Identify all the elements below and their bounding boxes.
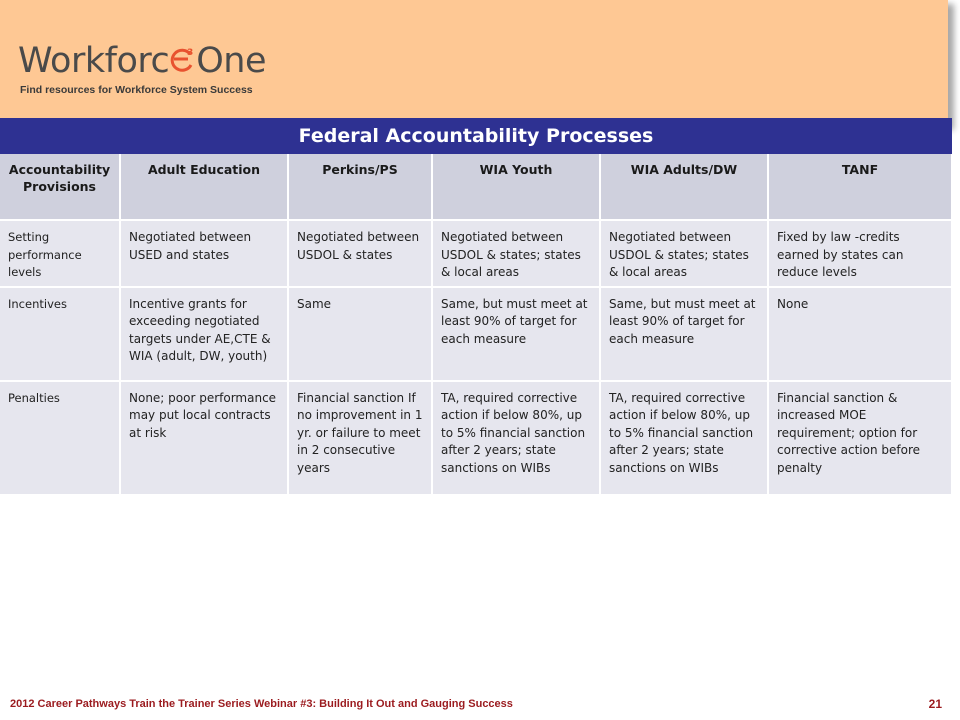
col-header-wia-adults: WIA Adults/DW — [600, 154, 768, 220]
table-row — [0, 220, 952, 287]
table-cell: None — [768, 287, 952, 381]
table-cell: Same, but must meet at least 90% of target for each measure — [600, 287, 768, 381]
table-cell: Negotiated between USDOL & states; states & local areas — [600, 220, 768, 287]
table-cell: Financial sanction If no improvement in 1 yr. or failure to meet in 2 consecutive years — [288, 381, 432, 495]
col-header-wia-youth: WIA Youth — [432, 154, 600, 220]
workforce3one-logo[interactable] — [18, 41, 266, 81]
accountability-table — [0, 154, 953, 496]
page-number: 21 — [928, 697, 942, 711]
logo-e-cubed-icon — [169, 44, 195, 70]
header-banner — [0, 0, 948, 126]
table-cell: Incentive grants for exceeding negotiated targets under AE,CTE & WIA (adult, DW, youth) — [120, 287, 288, 381]
footer-text: 2012 Career Pathways Train the Trainer Series Webinar #3: Building It Out and Gauging Success — [10, 698, 513, 710]
col-header-provisions: Accountability Provisions — [0, 154, 120, 220]
table-cell: TA, required corrective action if below 80%, up to 5% financial sanction after 2 years; state sanctions on WIBs — [432, 381, 600, 495]
col-header-perkins: Perkins/PS — [288, 154, 432, 220]
row-label: Setting performance levels — [0, 220, 120, 287]
table-cell: Financial sanction & increased MOE requirement; option for corrective action before penalty — [768, 381, 952, 495]
col-header-tanf: TANF — [768, 154, 952, 220]
row-label: Incentives — [0, 287, 120, 381]
table-cell: Negotiated between USDOL & states — [288, 220, 432, 287]
table-cell: Same — [288, 287, 432, 381]
table-cell: Same, but must meet at least 90% of target for each measure — [432, 287, 600, 381]
col-header-adult-education: Adult Education — [120, 154, 288, 220]
logo-superscript: 3 — [187, 48, 193, 58]
logo-word-workforce: Workforc — [18, 41, 170, 81]
row-label: Penalties — [0, 381, 120, 495]
table-cell: Negotiated between USED and states — [120, 220, 288, 287]
table-row — [0, 381, 952, 495]
table-cell: None; poor performance may put local contracts at risk — [120, 381, 288, 495]
logo-word-one: One — [196, 41, 266, 81]
table-cell: Fixed by law -credits earned by states can reduce levels — [768, 220, 952, 287]
slide-title: Federal Accountability Processes — [0, 118, 952, 154]
table-header-row — [0, 154, 952, 220]
table-cell: TA, required corrective action if below 80%, up to 5% financial sanction after 2 years; state sanctions on WIBs — [600, 381, 768, 495]
table-cell: Negotiated between USDOL & states; states & local areas — [432, 220, 600, 287]
table-row — [0, 287, 952, 381]
tagline: Find resources for Workforce System Success — [20, 84, 253, 96]
